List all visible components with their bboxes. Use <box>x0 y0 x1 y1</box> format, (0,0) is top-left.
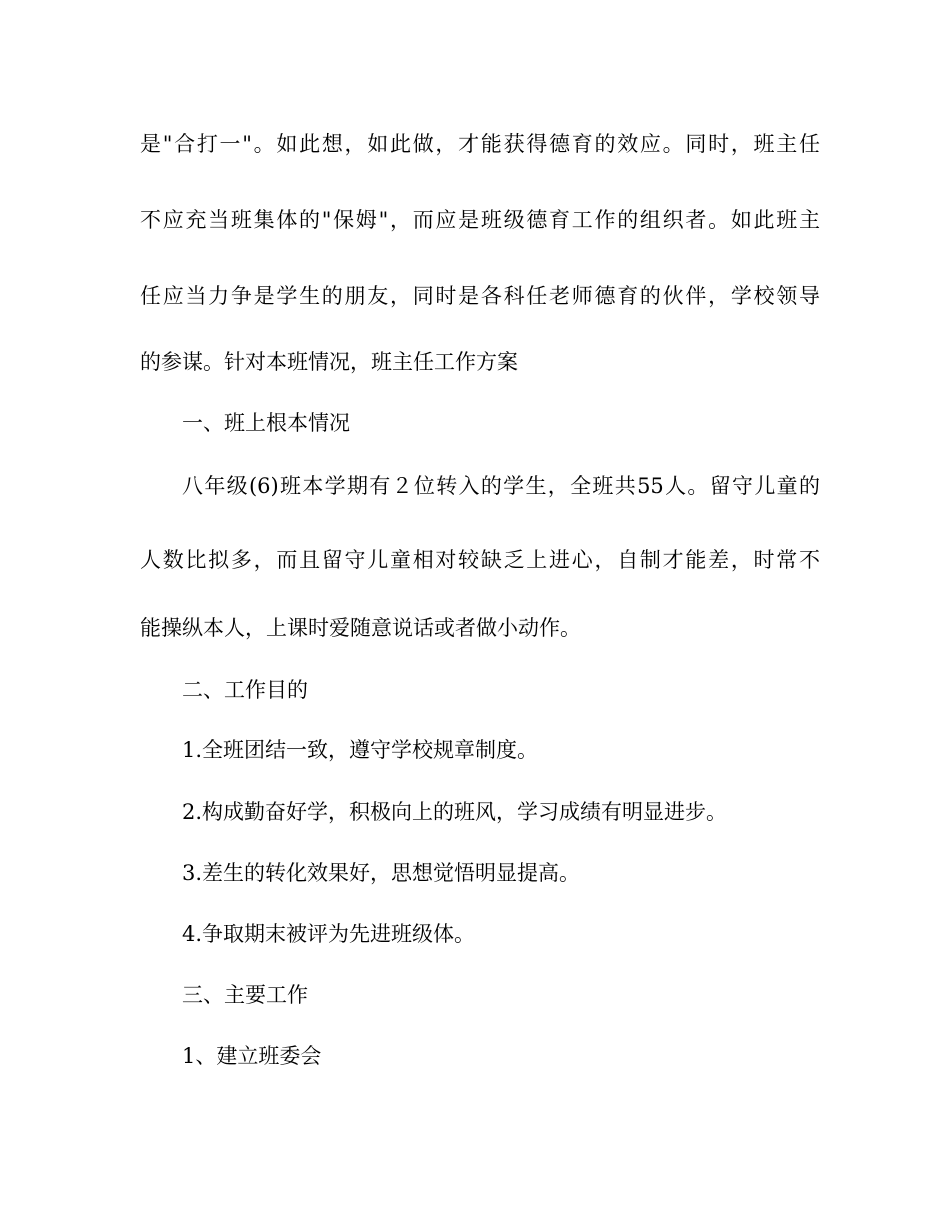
paragraph-line: 人数比拟多，而且留守儿童相对较缺乏上进心，自制才能差，时常不 <box>140 548 820 572</box>
paragraph-line: 八年级(6)班本学期有２位转入的学生，全班共55人。留守儿童的 <box>182 474 820 498</box>
section-heading: 二、工作目的 <box>182 678 308 702</box>
goal-item: 4.争取期末被评为先进班级体。 <box>182 922 476 946</box>
section-heading: 一、班上根本情况 <box>182 411 350 435</box>
section-heading: 三、主要工作 <box>182 983 308 1007</box>
paragraph-line: 能操纵本人，上课时爱随意说话或者做小动作。 <box>140 616 581 640</box>
paragraph-line: 的参谋。针对本班情况，班主任工作方案 <box>140 350 518 374</box>
goal-item: 3.差生的转化效果好，思想觉悟明显提高。 <box>182 861 581 885</box>
subsection-heading: 1、建立班委会 <box>182 1044 322 1068</box>
paragraph-line: 不应充当班集体的"保姆"，而应是班级德育工作的组织者。如此班主 <box>140 208 820 232</box>
goal-item: 2.构成勤奋好学，积极向上的班风，学习成绩有明显进步。 <box>182 800 728 824</box>
paragraph-line: 任应当力争是学生的朋友，同时是各科任老师德育的伙伴，学校领导 <box>140 284 820 308</box>
goal-item: 1.全班团结一致，遵守学校规章制度。 <box>182 738 539 762</box>
paragraph-line: 是"合打一"。如此想，如此做，才能获得德育的效应。同时，班主任 <box>140 132 820 156</box>
